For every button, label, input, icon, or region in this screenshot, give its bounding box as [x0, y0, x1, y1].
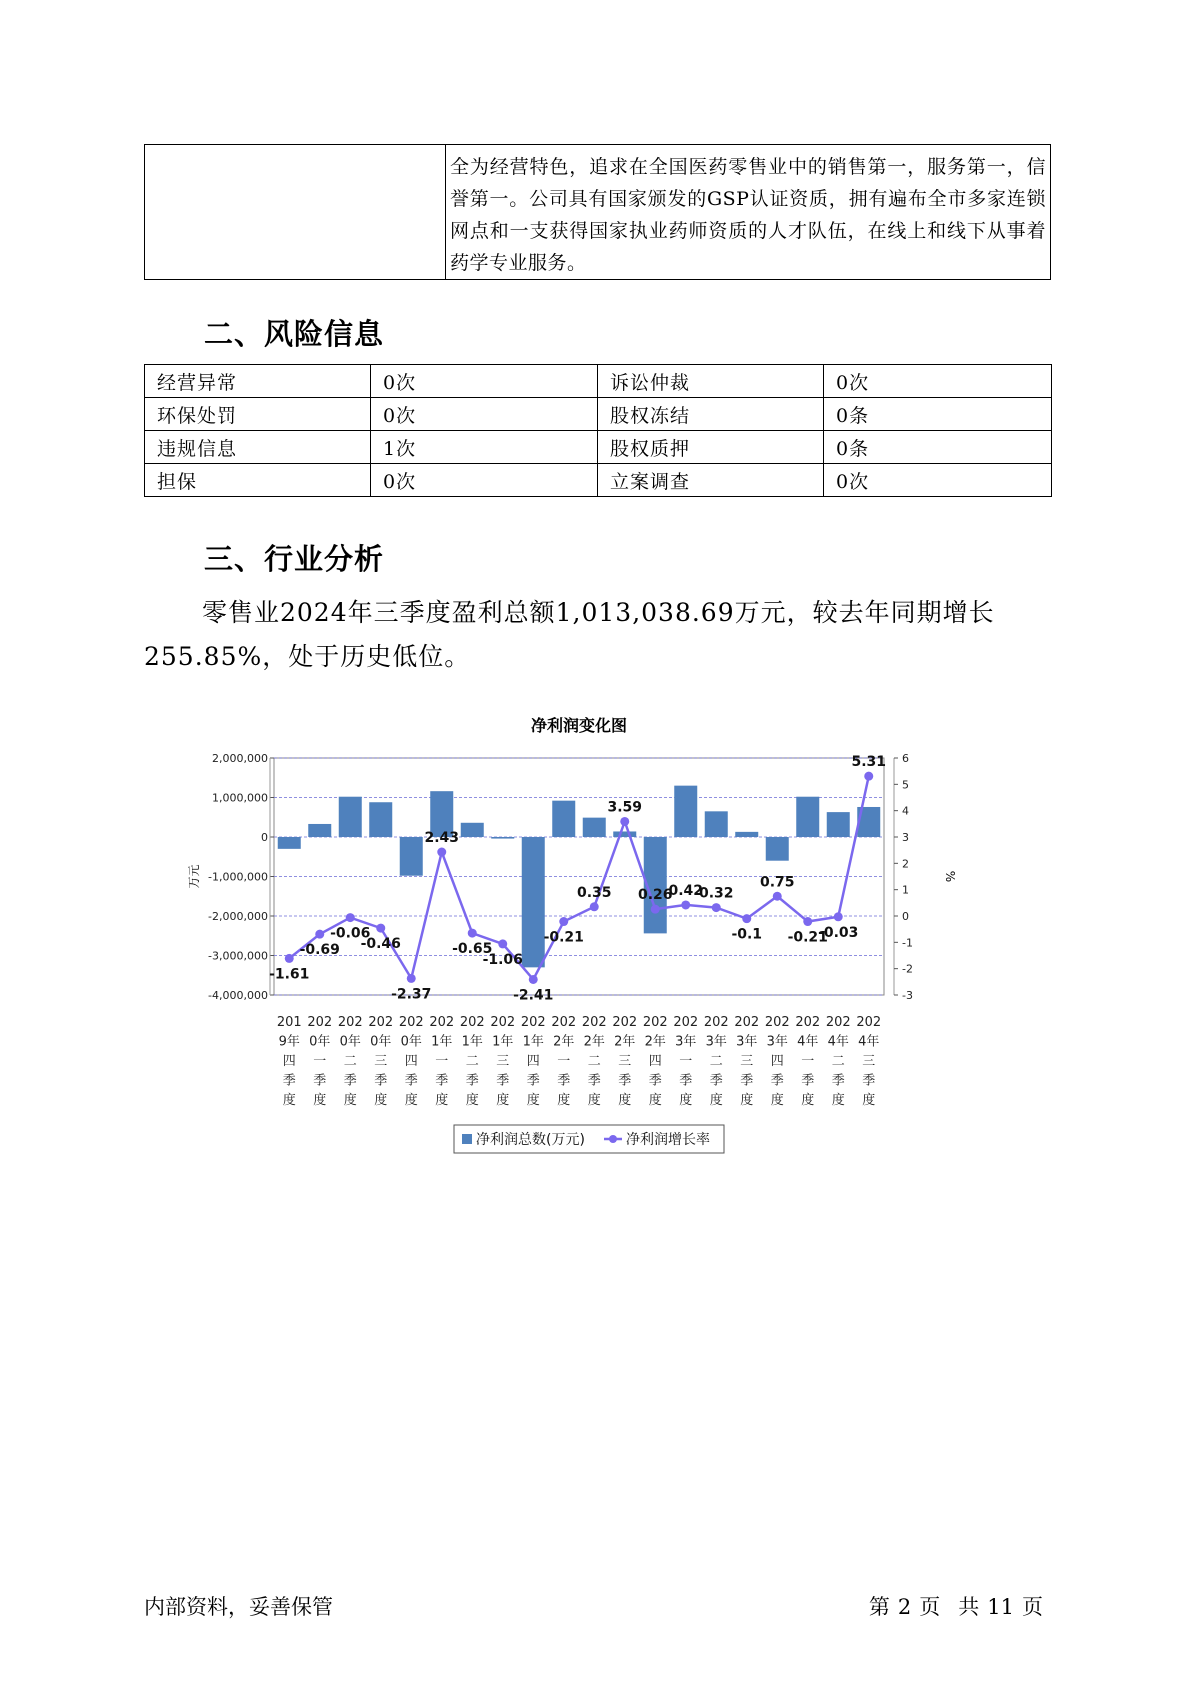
x-tick-label: 季: [282, 1073, 296, 1089]
x-tick-label: 202: [459, 1015, 485, 1030]
x-tick-label: 4年: [797, 1034, 819, 1050]
x-tick-label: 季: [435, 1073, 449, 1089]
bar: [339, 797, 362, 837]
growth-point: [376, 924, 385, 933]
risk-value: 0次: [371, 464, 598, 497]
x-tick-label: 202: [429, 1015, 455, 1030]
x-tick-label: 季: [831, 1073, 845, 1089]
growth-data-label: 0.75: [759, 874, 795, 891]
growth-data-label: 0.26: [637, 887, 673, 904]
growth-data-label: -1.61: [269, 966, 310, 983]
risk-value: 1次: [371, 431, 598, 464]
bar: [674, 786, 697, 837]
growth-data-label: 0.32: [698, 885, 734, 902]
x-tick-label: 季: [374, 1073, 388, 1089]
y-right-tick-label: 1: [902, 883, 909, 897]
growth-point: [864, 772, 873, 781]
x-tick-label: 四: [526, 1054, 540, 1069]
x-tick-label: 季: [709, 1073, 723, 1089]
x-tick-label: 季: [801, 1073, 815, 1089]
x-tick-label: 度: [587, 1093, 601, 1108]
y-right-tick-label: 3: [902, 831, 909, 844]
x-tick-label: 一: [679, 1054, 693, 1069]
x-tick-label: 二: [465, 1054, 479, 1069]
page-number-total: 11: [987, 1595, 1014, 1619]
x-tick-label: 四: [404, 1054, 418, 1069]
x-tick-label: 度: [282, 1093, 296, 1108]
x-tick-label: 0年: [400, 1034, 422, 1050]
x-tick-label: 三: [496, 1054, 510, 1069]
growth-data-label: 5.31: [851, 754, 887, 771]
growth-data-label: -0.46: [360, 936, 401, 953]
growth-data-label: 3.59: [607, 799, 643, 816]
x-tick-label: 0年: [370, 1034, 392, 1050]
x-tick-label: 2年: [553, 1034, 575, 1050]
y-left-tick-label: -2,000,000: [208, 910, 268, 923]
y-left-tick-label: 0: [261, 831, 268, 844]
x-tick-label: 202: [612, 1015, 638, 1030]
bar: [766, 837, 789, 861]
section-title-industry: 三、行业分析: [204, 542, 385, 576]
y-left-tick-label: 2,000,000: [212, 752, 268, 765]
growth-point: [346, 913, 355, 922]
page-number-part: 共: [958, 1595, 980, 1619]
growth-point: [834, 912, 843, 921]
risk-row: [145, 431, 1052, 464]
x-tick-label: 度: [496, 1093, 510, 1108]
y-right-tick-label: 4: [902, 804, 909, 818]
growth-data-label: -1.06: [482, 951, 523, 968]
risk-label: 经营异常: [145, 365, 371, 398]
x-tick-label: 202: [795, 1015, 821, 1030]
risk-value: 0条: [824, 398, 1052, 431]
growth-data-label: 2.43: [424, 830, 460, 847]
x-tick-label: 度: [526, 1093, 540, 1108]
growth-data-label: -2.41: [513, 987, 554, 1004]
x-tick-label: 9年: [278, 1034, 300, 1050]
risk-value: 0次: [371, 365, 598, 398]
x-tick-label: 202: [642, 1015, 668, 1030]
bar: [491, 837, 514, 839]
growth-data-label: -0.65: [452, 941, 493, 958]
x-tick-label: 一: [313, 1054, 327, 1069]
risk-row: [145, 464, 1052, 497]
x-tick-label: 0年: [339, 1034, 361, 1050]
risk-label: 诉讼仲裁: [598, 365, 824, 398]
x-tick-label: 1年: [492, 1034, 514, 1050]
growth-data-label: -0.69: [299, 942, 340, 959]
growth-point: [437, 848, 446, 857]
growth-point: [773, 892, 782, 901]
x-tick-label: 度: [770, 1093, 784, 1108]
bar: [827, 812, 850, 837]
x-tick-label: 三: [862, 1054, 876, 1069]
bar: [461, 823, 484, 837]
growth-point: [620, 817, 629, 826]
x-tick-label: 度: [831, 1093, 845, 1108]
x-tick-label: 季: [618, 1073, 632, 1089]
bar: [552, 801, 575, 837]
x-tick-label: 季: [313, 1073, 327, 1089]
x-tick-label: 度: [618, 1093, 632, 1108]
industry-paragraph: 零售业2024年三季度盈利总额1,013,038.69万元，较去年同期增长255.85%，处于历史低位。: [144, 598, 995, 671]
x-tick-label: 4年: [827, 1034, 849, 1050]
intro-table-right-cell: 全为经营特色，追求在全国医药零售业中的销售第一，服务第一，信誉第一。公司具有国家颁发的GSP认证资质，拥有遍布全市多家连锁网点和一支获得国家执业药师资质的人才队伍，在线上和线下从事着药学专业服务。: [446, 145, 1051, 280]
page-number-part: 页: [919, 1595, 941, 1619]
page-number: [869, 1591, 1051, 1621]
growth-data-label: 0.42: [668, 882, 704, 899]
growth-point: [315, 930, 324, 939]
x-tick-label: 季: [587, 1073, 601, 1089]
x-tick-label: 三: [618, 1054, 632, 1069]
risk-value: 0次: [824, 464, 1052, 497]
risk-row: [145, 398, 1052, 431]
x-tick-label: 202: [673, 1015, 699, 1030]
x-tick-label: 202: [337, 1015, 363, 1030]
growth-data-label: -0.06: [330, 925, 371, 942]
growth-point: [712, 903, 721, 912]
x-tick-label: 三: [740, 1054, 754, 1069]
growth-point: [803, 917, 812, 926]
x-tick-label: 季: [679, 1073, 693, 1089]
x-tick-label: 2年: [614, 1034, 636, 1050]
growth-point: [407, 974, 416, 983]
x-tick-label: 202: [856, 1015, 882, 1030]
chart-title: 净利润变化图: [530, 716, 628, 735]
bar: [613, 831, 636, 837]
x-tick-label: 202: [703, 1015, 729, 1030]
risk-label: 立案调查: [598, 464, 824, 497]
x-tick-label: 季: [496, 1073, 510, 1089]
x-tick-label: 季: [404, 1073, 418, 1089]
growth-data-label: -2.37: [391, 986, 432, 1003]
page-number-current: 2: [897, 1595, 912, 1619]
x-tick-label: 季: [343, 1073, 357, 1089]
legend-bar-label: 净利润总数(万元): [476, 1132, 585, 1148]
x-tick-label: 201: [276, 1015, 302, 1030]
x-tick-label: 202: [734, 1015, 760, 1030]
x-tick-label: 度: [343, 1093, 357, 1108]
x-tick-label: 202: [581, 1015, 607, 1030]
growth-point: [529, 975, 538, 984]
y-right-axis-label: %: [943, 870, 957, 883]
y-left-tick-label: -4,000,000: [208, 989, 268, 1002]
x-tick-label: 一: [435, 1054, 449, 1069]
y-left-axis-label: 万元: [187, 864, 201, 889]
x-tick-label: 二: [587, 1054, 601, 1069]
x-tick-label: 三: [374, 1054, 388, 1069]
x-tick-label: 1年: [461, 1034, 483, 1050]
x-tick-label: 度: [374, 1093, 388, 1108]
x-tick-label: 202: [490, 1015, 516, 1030]
growth-point: [498, 939, 507, 948]
growth-data-label: -0.21: [787, 929, 828, 946]
x-tick-label: 度: [679, 1093, 693, 1108]
risk-label: 股权冻结: [598, 398, 824, 431]
growth-data-label: -0.03: [818, 924, 859, 941]
growth-point: [742, 914, 751, 923]
y-right-tick-label: 2: [902, 857, 909, 871]
risk-label: 担保: [145, 464, 371, 497]
x-tick-label: 季: [648, 1073, 662, 1089]
growth-point: [651, 905, 660, 914]
x-tick-label: 二: [709, 1054, 723, 1069]
x-tick-label: 度: [740, 1093, 754, 1108]
x-tick-label: 度: [404, 1093, 418, 1108]
x-tick-label: 二: [831, 1054, 845, 1069]
y-right-tick-label: 5: [902, 778, 909, 792]
y-right-tick-label: -1: [902, 936, 913, 950]
risk-value: 0次: [824, 365, 1052, 398]
risk-table: [144, 364, 1052, 497]
growth-point: [590, 902, 599, 911]
x-tick-label: 四: [770, 1054, 784, 1069]
page-number-part: 第: [868, 1595, 890, 1619]
x-tick-label: 1年: [431, 1034, 453, 1050]
x-tick-label: 一: [801, 1054, 815, 1069]
x-tick-label: 一: [557, 1054, 571, 1069]
x-tick-label: 度: [313, 1093, 327, 1108]
x-tick-label: 202: [825, 1015, 851, 1030]
x-tick-label: 0年: [309, 1034, 331, 1050]
intro-table: [144, 144, 1051, 280]
bar: [308, 824, 331, 837]
x-tick-label: 季: [465, 1073, 479, 1089]
x-tick-label: 3年: [675, 1034, 697, 1050]
x-tick-label: 202: [307, 1015, 333, 1030]
growth-point: [468, 929, 477, 938]
risk-value: 0次: [371, 398, 598, 431]
bar: [369, 802, 392, 837]
x-tick-label: 202: [551, 1015, 577, 1030]
x-tick-label: 季: [557, 1073, 571, 1089]
page-number-part: 页: [1022, 1595, 1043, 1619]
x-tick-label: 四: [648, 1054, 662, 1069]
bar: [522, 837, 545, 967]
x-tick-label: 202: [764, 1015, 790, 1030]
risk-label: 违规信息: [145, 431, 371, 464]
x-tick-label: 季: [770, 1073, 784, 1089]
bar: [583, 818, 606, 837]
bar: [400, 837, 423, 876]
y-right-tick-label: -3: [902, 989, 913, 1002]
x-tick-label: 202: [520, 1015, 546, 1030]
bar: [735, 832, 758, 837]
intro-table-left-cell: [145, 145, 446, 280]
footer-note: 内部资料，妥善保管: [144, 1595, 333, 1619]
x-tick-label: 度: [435, 1093, 449, 1108]
x-tick-label: 202: [398, 1015, 424, 1030]
x-tick-label: 四: [282, 1054, 296, 1069]
growth-point: [681, 900, 690, 909]
y-right-tick-label: -2: [902, 962, 913, 976]
x-tick-label: 度: [557, 1093, 571, 1108]
legend-line-marker: [609, 1135, 617, 1143]
x-tick-label: 4年: [858, 1034, 880, 1050]
y-left-tick-label: 1,000,000: [212, 791, 268, 805]
growth-data-label: -0.1: [731, 926, 763, 943]
risk-label: 环保处罚: [145, 398, 371, 431]
x-tick-label: 度: [465, 1093, 479, 1108]
x-tick-label: 季: [526, 1073, 540, 1089]
y-right-tick-label: 6: [902, 752, 909, 765]
legend-bar-swatch: [462, 1134, 472, 1144]
risk-value: 0条: [824, 431, 1052, 464]
y-left-tick-label: -1,000,000: [208, 870, 268, 884]
x-tick-label: 度: [648, 1093, 662, 1108]
legend-line-label: 净利润增长率: [626, 1132, 710, 1148]
x-tick-label: 度: [862, 1093, 876, 1108]
bar: [796, 797, 819, 837]
x-tick-label: 202: [368, 1015, 394, 1030]
net-profit-chart: [186, 711, 966, 1171]
x-tick-label: 1年: [522, 1034, 544, 1050]
risk-row: [145, 365, 1052, 398]
x-tick-label: 2年: [583, 1034, 605, 1050]
x-tick-label: 3年: [705, 1034, 727, 1050]
x-tick-label: 3年: [736, 1034, 758, 1050]
bar: [705, 811, 728, 837]
risk-label: 股权质押: [598, 431, 824, 464]
growth-point: [285, 954, 294, 963]
growth-data-label: -0.21: [543, 929, 584, 946]
y-left-tick-label: -3,000,000: [208, 949, 268, 963]
bar: [278, 837, 301, 849]
x-tick-label: 二: [343, 1054, 357, 1069]
x-tick-label: 度: [801, 1093, 815, 1108]
x-tick-label: 2年: [644, 1034, 666, 1050]
x-tick-label: 季: [862, 1073, 876, 1089]
x-tick-label: 3年: [766, 1034, 788, 1050]
y-right-tick-label: 0: [902, 910, 909, 923]
x-tick-label: 季: [740, 1073, 754, 1089]
x-tick-label: 度: [709, 1093, 723, 1108]
growth-data-label: 0.35: [576, 884, 612, 901]
growth-point: [559, 917, 568, 926]
section-title-risk: 二、风险信息: [204, 317, 385, 351]
